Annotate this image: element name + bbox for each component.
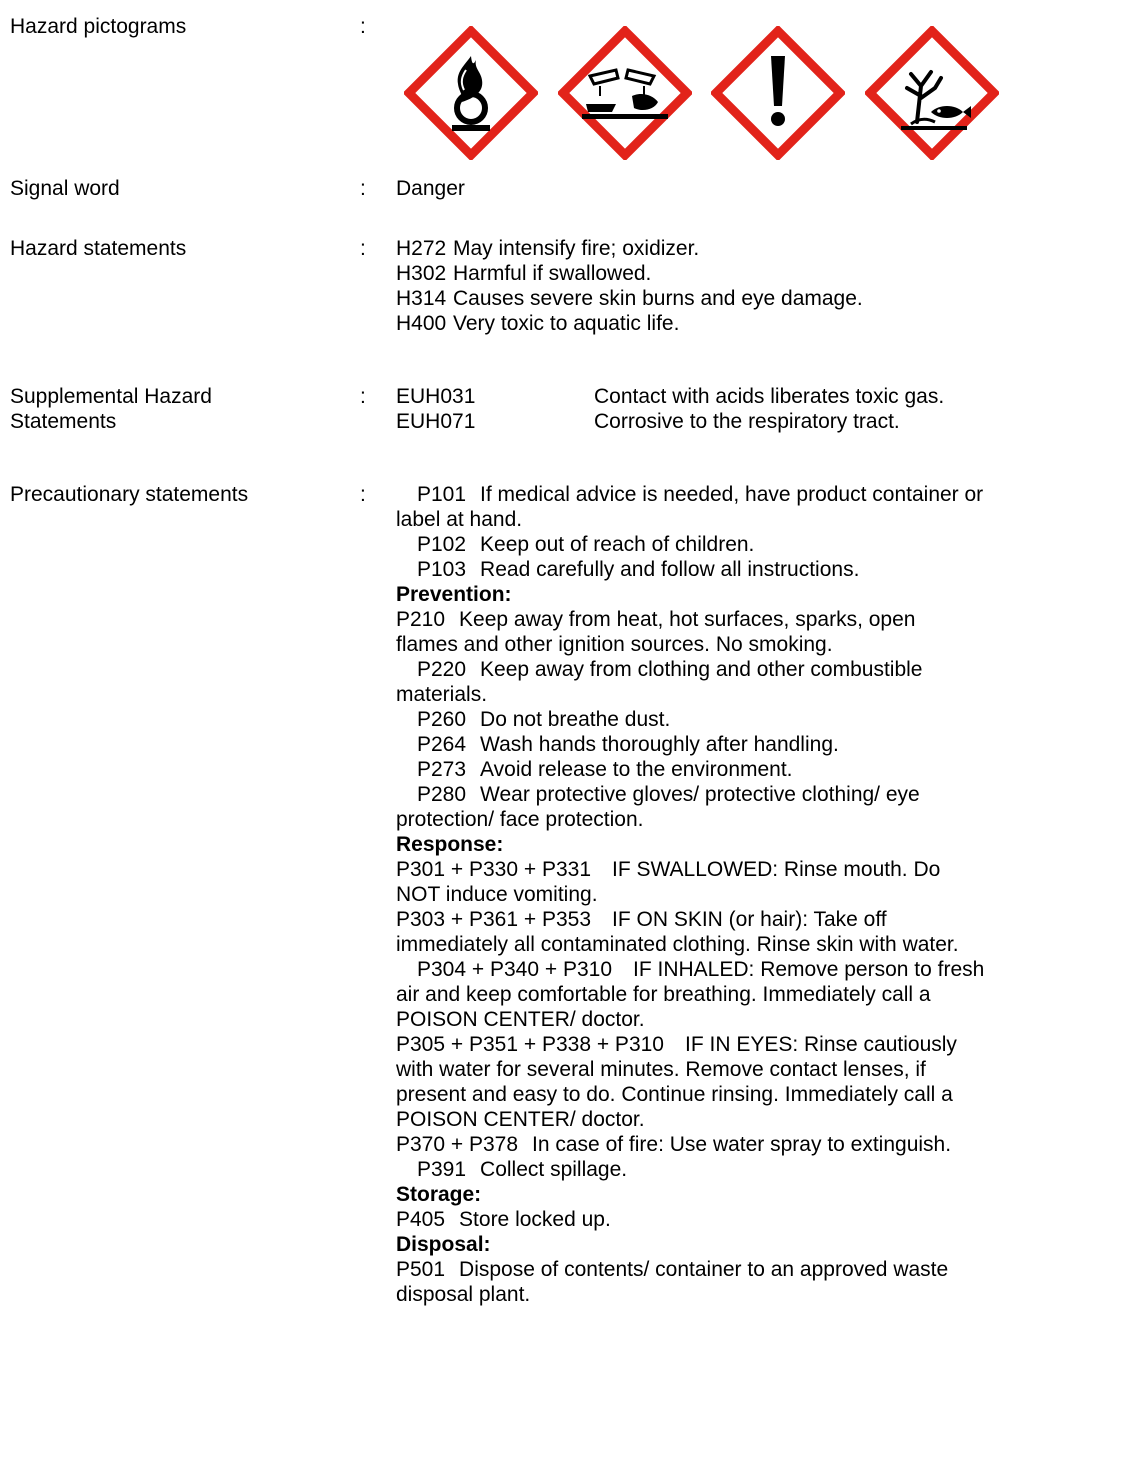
hazard-statements-list (396, 236, 863, 336)
statement-continuation: label at hand. (396, 508, 523, 531)
response-statement-4 (396, 1032, 1141, 1057)
hazard-text: Harmful if swallowed. (453, 262, 652, 285)
precautionary-statements-label: Precautionary statements (10, 483, 249, 506)
pictograms-colon: : (360, 15, 366, 38)
p102-statement (396, 532, 1141, 557)
statement-code: P264 (417, 733, 467, 756)
p210-statement (396, 607, 1141, 632)
statement-continuation: POISON CENTER/ doctor. (396, 1008, 645, 1031)
hazard-code: H302 (396, 262, 447, 285)
statement-text: IF ON SKIN (or hair): Take off (612, 908, 887, 931)
signal-word-colon: : (360, 177, 366, 200)
supplemental-label-line-1: Supplemental Hazard (10, 385, 212, 408)
supplemental-text: Contact with acids liberates toxic gas. (594, 385, 945, 408)
hazard-statement (396, 286, 863, 311)
hazard-statement (396, 311, 863, 336)
precautionary-statements-list (396, 482, 1141, 1307)
statement-continuation: with water for several minutes. Remove contact lenses, if (396, 1058, 926, 1081)
supplemental-text: Corrosive to the respiratory tract. (594, 410, 900, 433)
statement-text: Wear protective gloves/ protective clothing/ eye (480, 783, 920, 806)
hazard-statement (396, 236, 863, 261)
supplemental-statement (396, 409, 944, 434)
p264-statement (396, 732, 1141, 757)
statement-continuation: air and keep comfortable for breathing. Immediately call a (396, 983, 931, 1006)
precautionary-statements-colon: : (360, 483, 366, 506)
response-statement-6 (396, 1157, 1141, 1182)
statement-text: Collect spillage. (480, 1158, 628, 1181)
supplemental-statements-section (0, 384, 1143, 434)
supplemental-label-line-2: Statements (10, 410, 117, 433)
statement-code: P220 (417, 658, 467, 681)
statement-text: In case of fire: Use water spray to extinguish. (532, 1133, 952, 1156)
supplemental-statements-label (10, 384, 212, 434)
response-heading: Response: (396, 833, 504, 856)
hazard-statements-colon: : (360, 237, 366, 260)
statement-text: Keep away from heat, hot surfaces, sparks, open (459, 608, 916, 631)
disposal-heading: Disposal: (396, 1233, 491, 1256)
p273-statement (396, 757, 1141, 782)
p220-statement (396, 657, 1141, 682)
p405-statement (396, 1207, 1141, 1232)
statement-code: P501 (396, 1258, 446, 1281)
statement-code: P101 (417, 483, 467, 506)
statement-code: P305 + P351 + P338 + P310 (396, 1033, 664, 1056)
statement-text: IF IN EYES: Rinse cautiously (684, 1033, 957, 1056)
p103-statement (396, 557, 1141, 582)
supplemental-code: EUH031 (396, 385, 476, 408)
statement-text: IF SWALLOWED: Rinse mouth. Do (612, 858, 941, 881)
statement-continuation: POISON CENTER/ doctor. (396, 1108, 645, 1131)
statement-text: Dispose of contents/ container to an approved waste (459, 1258, 949, 1281)
statement-continuation: protection/ face protection. (396, 808, 644, 831)
statement-text: If medical advice is needed, have product container or (480, 483, 984, 506)
p101-statement (396, 482, 1141, 507)
statement-code: P391 (417, 1158, 467, 1181)
flame-over-circle-icon (404, 26, 538, 160)
hazard-code: H400 (396, 312, 447, 335)
response-statement-2 (396, 907, 1141, 932)
prevention-heading: Prevention: (396, 583, 512, 606)
statement-text: Store locked up. (459, 1208, 611, 1231)
statement-continuation: materials. (396, 683, 488, 706)
statement-code: P405 (396, 1208, 446, 1231)
supplemental-statements-list (396, 384, 944, 434)
hazard-statements-section (0, 236, 1143, 336)
statement-code: P303 + P361 + P353 (396, 908, 591, 931)
statement-continuation: present and easy to do. Continue rinsing. Immediately call a (396, 1083, 953, 1106)
statement-code: P102 (417, 533, 467, 556)
signal-word-section (0, 176, 1143, 201)
statement-code: P280 (417, 783, 467, 806)
hazard-statements-label: Hazard statements (10, 237, 187, 260)
p280-statement (396, 782, 1141, 807)
statement-code: P210 (396, 608, 446, 631)
statement-continuation: flames and other ignition sources. No smoking. (396, 633, 833, 656)
statement-text: Avoid release to the environment. (480, 758, 793, 781)
environment-icon (865, 26, 999, 160)
signal-word-value: Danger (396, 177, 465, 200)
precautionary-statements-section (0, 482, 1143, 1482)
statement-text: IF INHALED: Remove person to fresh (633, 958, 985, 981)
statement-text: Keep away from clothing and other combustible (480, 658, 923, 681)
p260-statement (396, 707, 1141, 732)
statement-code: P304 + P340 + P310 (417, 958, 612, 981)
statement-text: Do not breathe dust. (480, 708, 671, 731)
hazard-code: H314 (396, 287, 447, 310)
statement-continuation: NOT induce vomiting. (396, 883, 598, 906)
supplemental-statements-colon: : (360, 385, 366, 408)
corrosion-icon (558, 26, 692, 160)
supplemental-code: EUH071 (396, 410, 476, 433)
statement-continuation: immediately all contaminated clothing. Rinse skin with water. (396, 933, 959, 956)
statement-continuation: disposal plant. (396, 1283, 531, 1306)
statement-code: P103 (417, 558, 467, 581)
supplemental-statement (396, 384, 944, 409)
pictograms-section (0, 14, 1143, 144)
p501-statement (396, 1257, 1141, 1282)
hazard-text: May intensify fire; oxidizer. (453, 237, 700, 260)
response-statement-1 (396, 857, 1141, 882)
hazard-code: H272 (396, 237, 447, 260)
statement-code: P301 + P330 + P331 (396, 858, 591, 881)
statement-code: P370 + P378 (396, 1133, 519, 1156)
signal-word-label: Signal word (10, 177, 120, 200)
hazard-text: Very toxic to aquatic life. (453, 312, 680, 335)
hazard-text: Causes severe skin burns and eye damage. (453, 287, 863, 310)
pictograms-label: Hazard pictograms (10, 15, 187, 38)
statement-text: Keep out of reach of children. (480, 533, 755, 556)
response-statement-3 (396, 957, 1141, 982)
hazard-statement (396, 261, 863, 286)
statement-code: P260 (417, 708, 467, 731)
storage-heading: Storage: (396, 1183, 482, 1206)
exclamation-mark-icon (711, 26, 845, 160)
response-statement-5 (396, 1132, 1141, 1157)
statement-code: P273 (417, 758, 467, 781)
statement-text: Wash hands thoroughly after handling. (480, 733, 839, 756)
statement-text: Read carefully and follow all instructions. (480, 558, 860, 581)
